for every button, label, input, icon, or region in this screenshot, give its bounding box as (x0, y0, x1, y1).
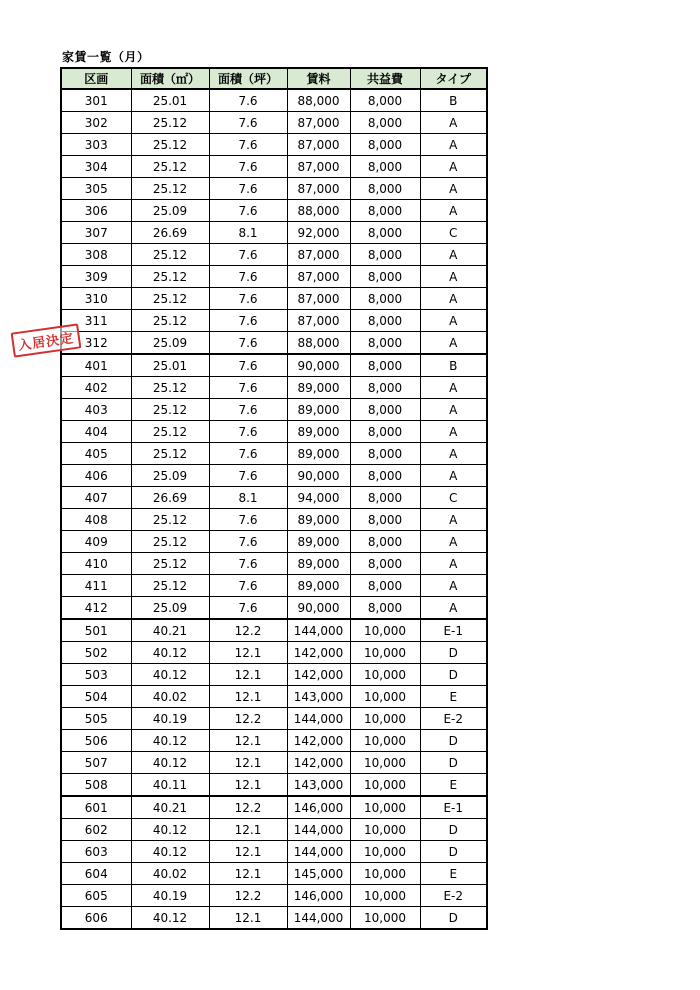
cell-area-sqm: 25.09 (131, 332, 209, 355)
cell-common-fee: 8,000 (350, 156, 420, 178)
table-row (61, 288, 487, 310)
cell-common-fee: 8,000 (350, 531, 420, 553)
cell-type: D (420, 752, 487, 774)
cell-rent: 89,000 (287, 443, 350, 465)
cell-type: A (420, 200, 487, 222)
cell-area-sqm: 40.12 (131, 752, 209, 774)
cell-type: A (420, 509, 487, 531)
cell-common-fee: 8,000 (350, 89, 420, 112)
cell-unit: 602 (61, 819, 131, 841)
cell-common-fee: 8,000 (350, 553, 420, 575)
cell-rent: 142,000 (287, 730, 350, 752)
cell-rent: 146,000 (287, 885, 350, 907)
cell-type: A (420, 597, 487, 620)
cell-rent: 145,000 (287, 863, 350, 885)
table-row (61, 686, 487, 708)
cell-rent: 143,000 (287, 686, 350, 708)
column-header-unit: 区画 (61, 68, 131, 89)
cell-common-fee: 10,000 (350, 907, 420, 930)
table-row (61, 885, 487, 907)
cell-rent: 88,000 (287, 89, 350, 112)
cell-common-fee: 10,000 (350, 730, 420, 752)
cell-rent: 87,000 (287, 266, 350, 288)
cell-rent: 87,000 (287, 310, 350, 332)
cell-type: D (420, 664, 487, 686)
cell-unit: 411 (61, 575, 131, 597)
cell-unit: 306 (61, 200, 131, 222)
cell-type: A (420, 134, 487, 156)
cell-common-fee: 8,000 (350, 222, 420, 244)
cell-rent: 89,000 (287, 531, 350, 553)
cell-area-tsubo: 7.6 (209, 377, 287, 399)
cell-area-sqm: 25.12 (131, 531, 209, 553)
table-row (61, 465, 487, 487)
cell-unit: 507 (61, 752, 131, 774)
cell-area-sqm: 40.12 (131, 819, 209, 841)
table-row (61, 112, 487, 134)
cell-area-sqm: 25.12 (131, 377, 209, 399)
cell-type: A (420, 266, 487, 288)
cell-unit: 305 (61, 178, 131, 200)
cell-unit: 504 (61, 686, 131, 708)
cell-common-fee: 8,000 (350, 200, 420, 222)
cell-rent: 90,000 (287, 597, 350, 620)
cell-type: C (420, 487, 487, 509)
cell-area-tsubo: 7.6 (209, 134, 287, 156)
cell-unit: 311 (61, 310, 131, 332)
table-row (61, 399, 487, 421)
cell-unit: 501 (61, 619, 131, 642)
cell-unit: 405 (61, 443, 131, 465)
cell-area-sqm: 40.21 (131, 796, 209, 819)
cell-rent: 92,000 (287, 222, 350, 244)
column-header-common-fee: 共益費 (350, 68, 420, 89)
cell-rent: 87,000 (287, 134, 350, 156)
cell-common-fee: 8,000 (350, 399, 420, 421)
cell-type: D (420, 642, 487, 664)
cell-area-sqm: 40.12 (131, 841, 209, 863)
cell-area-sqm: 40.12 (131, 664, 209, 686)
cell-area-sqm: 25.12 (131, 443, 209, 465)
cell-unit: 603 (61, 841, 131, 863)
cell-unit: 307 (61, 222, 131, 244)
cell-area-tsubo: 7.6 (209, 112, 287, 134)
cell-common-fee: 8,000 (350, 288, 420, 310)
cell-unit: 401 (61, 354, 131, 377)
cell-area-sqm: 25.12 (131, 134, 209, 156)
table-row (61, 509, 487, 531)
table-row (61, 310, 487, 332)
cell-area-sqm: 25.12 (131, 553, 209, 575)
cell-area-tsubo: 12.2 (209, 619, 287, 642)
cell-rent: 89,000 (287, 553, 350, 575)
cell-common-fee: 8,000 (350, 465, 420, 487)
cell-rent: 87,000 (287, 112, 350, 134)
cell-area-sqm: 40.12 (131, 907, 209, 930)
column-header-area-sqm: 面積（㎡） (131, 68, 209, 89)
cell-area-sqm: 25.12 (131, 509, 209, 531)
cell-area-tsubo: 7.6 (209, 310, 287, 332)
cell-unit: 503 (61, 664, 131, 686)
cell-area-tsubo: 12.1 (209, 686, 287, 708)
cell-rent: 87,000 (287, 244, 350, 266)
cell-unit: 604 (61, 863, 131, 885)
cell-area-tsubo: 7.6 (209, 553, 287, 575)
cell-common-fee: 8,000 (350, 134, 420, 156)
cell-type: A (420, 288, 487, 310)
cell-area-sqm: 25.12 (131, 575, 209, 597)
cell-area-sqm: 25.12 (131, 310, 209, 332)
cell-unit: 402 (61, 377, 131, 399)
table-row (61, 354, 487, 377)
table-row (61, 332, 487, 355)
table-row (61, 487, 487, 509)
cell-rent: 87,000 (287, 178, 350, 200)
cell-common-fee: 10,000 (350, 642, 420, 664)
cell-area-tsubo: 7.6 (209, 399, 287, 421)
cell-type: E-1 (420, 796, 487, 819)
cell-area-tsubo: 12.1 (209, 774, 287, 797)
cell-area-tsubo: 7.6 (209, 200, 287, 222)
cell-common-fee: 8,000 (350, 310, 420, 332)
cell-area-sqm: 25.12 (131, 288, 209, 310)
table-row (61, 421, 487, 443)
table-row (61, 796, 487, 819)
cell-rent: 89,000 (287, 399, 350, 421)
cell-common-fee: 10,000 (350, 796, 420, 819)
cell-area-tsubo: 7.6 (209, 531, 287, 553)
cell-area-tsubo: 12.1 (209, 664, 287, 686)
table-row (61, 841, 487, 863)
cell-unit: 310 (61, 288, 131, 310)
cell-type: A (420, 332, 487, 355)
cell-common-fee: 8,000 (350, 178, 420, 200)
cell-area-tsubo: 12.2 (209, 796, 287, 819)
cell-rent: 144,000 (287, 841, 350, 863)
cell-area-sqm: 40.02 (131, 863, 209, 885)
table-header-row (61, 68, 487, 89)
table-row (61, 819, 487, 841)
column-header-rent: 賃料 (287, 68, 350, 89)
cell-rent: 90,000 (287, 354, 350, 377)
cell-area-tsubo: 7.6 (209, 156, 287, 178)
cell-rent: 146,000 (287, 796, 350, 819)
table-row (61, 774, 487, 797)
table-row (61, 266, 487, 288)
cell-unit: 308 (61, 244, 131, 266)
cell-type: B (420, 89, 487, 112)
cell-rent: 143,000 (287, 774, 350, 797)
cell-type: A (420, 310, 487, 332)
cell-type: A (420, 244, 487, 266)
cell-type: E (420, 686, 487, 708)
cell-type: A (420, 531, 487, 553)
cell-type: A (420, 399, 487, 421)
cell-type: D (420, 819, 487, 841)
cell-type: A (420, 553, 487, 575)
cell-type: A (420, 377, 487, 399)
cell-rent: 89,000 (287, 377, 350, 399)
cell-area-tsubo: 7.6 (209, 288, 287, 310)
table-row (61, 178, 487, 200)
cell-area-sqm: 40.12 (131, 730, 209, 752)
cell-area-sqm: 25.12 (131, 421, 209, 443)
cell-area-tsubo: 7.6 (209, 89, 287, 112)
cell-area-sqm: 25.12 (131, 156, 209, 178)
cell-rent: 144,000 (287, 907, 350, 930)
cell-unit: 410 (61, 553, 131, 575)
cell-area-sqm: 40.19 (131, 708, 209, 730)
cell-unit: 505 (61, 708, 131, 730)
cell-rent: 88,000 (287, 200, 350, 222)
cell-unit: 301 (61, 89, 131, 112)
cell-area-sqm: 26.69 (131, 222, 209, 244)
cell-rent: 144,000 (287, 708, 350, 730)
cell-area-sqm: 25.12 (131, 399, 209, 421)
cell-common-fee: 8,000 (350, 266, 420, 288)
cell-common-fee: 8,000 (350, 487, 420, 509)
cell-unit: 508 (61, 774, 131, 797)
table-row (61, 553, 487, 575)
cell-rent: 142,000 (287, 642, 350, 664)
cell-type: A (420, 465, 487, 487)
cell-area-tsubo: 7.6 (209, 509, 287, 531)
cell-area-sqm: 40.12 (131, 642, 209, 664)
cell-area-tsubo: 12.1 (209, 730, 287, 752)
table-row (61, 156, 487, 178)
cell-unit: 506 (61, 730, 131, 752)
cell-common-fee: 8,000 (350, 443, 420, 465)
cell-common-fee: 8,000 (350, 244, 420, 266)
cell-type: E-1 (420, 619, 487, 642)
cell-area-sqm: 40.21 (131, 619, 209, 642)
cell-area-tsubo: 7.6 (209, 465, 287, 487)
cell-area-tsubo: 12.1 (209, 819, 287, 841)
cell-unit: 407 (61, 487, 131, 509)
cell-area-tsubo: 8.1 (209, 222, 287, 244)
column-header-type: タイプ (420, 68, 487, 89)
table-row (61, 730, 487, 752)
cell-area-sqm: 25.12 (131, 178, 209, 200)
table-row (61, 575, 487, 597)
cell-area-sqm: 25.09 (131, 465, 209, 487)
table-row (61, 642, 487, 664)
cell-rent: 94,000 (287, 487, 350, 509)
cell-type: B (420, 354, 487, 377)
cell-area-tsubo: 7.6 (209, 575, 287, 597)
column-header-area-tsubo: 面積（坪） (209, 68, 287, 89)
cell-rent: 142,000 (287, 664, 350, 686)
cell-common-fee: 10,000 (350, 819, 420, 841)
cell-unit: 606 (61, 907, 131, 930)
cell-unit: 403 (61, 399, 131, 421)
cell-area-sqm: 40.19 (131, 885, 209, 907)
cell-type: D (420, 907, 487, 930)
table-row (61, 863, 487, 885)
cell-area-tsubo: 7.6 (209, 354, 287, 377)
cell-type: A (420, 156, 487, 178)
cell-unit: 409 (61, 531, 131, 553)
cell-area-sqm: 40.02 (131, 686, 209, 708)
table-row (61, 200, 487, 222)
cell-area-tsubo: 7.6 (209, 597, 287, 620)
table-row (61, 752, 487, 774)
cell-common-fee: 10,000 (350, 752, 420, 774)
cell-unit: 605 (61, 885, 131, 907)
cell-rent: 142,000 (287, 752, 350, 774)
table-row (61, 134, 487, 156)
cell-common-fee: 8,000 (350, 421, 420, 443)
cell-unit: 404 (61, 421, 131, 443)
cell-common-fee: 8,000 (350, 377, 420, 399)
cell-unit: 304 (61, 156, 131, 178)
table-row (61, 443, 487, 465)
cell-rent: 89,000 (287, 509, 350, 531)
cell-area-tsubo: 7.6 (209, 332, 287, 355)
cell-common-fee: 8,000 (350, 575, 420, 597)
cell-type: E (420, 863, 487, 885)
table-row (61, 377, 487, 399)
cell-common-fee: 8,000 (350, 597, 420, 620)
table-row (61, 708, 487, 730)
cell-type: E-2 (420, 708, 487, 730)
cell-type: C (420, 222, 487, 244)
table-row (61, 664, 487, 686)
cell-area-sqm: 25.01 (131, 354, 209, 377)
cell-rent: 87,000 (287, 288, 350, 310)
cell-common-fee: 10,000 (350, 708, 420, 730)
cell-unit: 303 (61, 134, 131, 156)
cell-common-fee: 10,000 (350, 774, 420, 797)
cell-area-tsubo: 7.6 (209, 178, 287, 200)
cell-area-sqm: 25.12 (131, 266, 209, 288)
cell-area-sqm: 25.12 (131, 244, 209, 266)
cell-area-sqm: 26.69 (131, 487, 209, 509)
cell-area-tsubo: 7.6 (209, 443, 287, 465)
cell-common-fee: 10,000 (350, 885, 420, 907)
cell-common-fee: 8,000 (350, 112, 420, 134)
cell-type: D (420, 730, 487, 752)
cell-common-fee: 10,000 (350, 841, 420, 863)
cell-area-tsubo: 8.1 (209, 487, 287, 509)
cell-unit: 412 (61, 597, 131, 620)
cell-area-tsubo: 12.1 (209, 863, 287, 885)
cell-rent: 89,000 (287, 575, 350, 597)
cell-area-tsubo: 12.1 (209, 841, 287, 863)
cell-type: A (420, 112, 487, 134)
cell-unit: 302 (61, 112, 131, 134)
cell-rent: 87,000 (287, 156, 350, 178)
cell-area-tsubo: 7.6 (209, 244, 287, 266)
cell-area-tsubo: 12.1 (209, 907, 287, 930)
cell-area-sqm: 25.09 (131, 597, 209, 620)
cell-type: A (420, 421, 487, 443)
cell-common-fee: 10,000 (350, 664, 420, 686)
occupied-stamp: 入居決定 (11, 323, 82, 357)
table-row (61, 222, 487, 244)
cell-area-sqm: 25.01 (131, 89, 209, 112)
table-row (61, 244, 487, 266)
cell-area-tsubo: 12.1 (209, 752, 287, 774)
cell-common-fee: 8,000 (350, 509, 420, 531)
cell-type: A (420, 443, 487, 465)
cell-area-tsubo: 7.6 (209, 266, 287, 288)
table-row (61, 907, 487, 930)
cell-type: A (420, 178, 487, 200)
cell-unit: 309 (61, 266, 131, 288)
cell-area-sqm: 25.09 (131, 200, 209, 222)
rent-table (60, 67, 488, 930)
cell-type: E-2 (420, 885, 487, 907)
cell-rent: 144,000 (287, 619, 350, 642)
cell-type: E (420, 774, 487, 797)
cell-unit: 406 (61, 465, 131, 487)
cell-common-fee: 8,000 (350, 354, 420, 377)
cell-common-fee: 10,000 (350, 686, 420, 708)
cell-type: D (420, 841, 487, 863)
cell-unit: 601 (61, 796, 131, 819)
page-title: 家賃一覧（月） (62, 50, 150, 64)
cell-unit: 502 (61, 642, 131, 664)
cell-rent: 89,000 (287, 421, 350, 443)
cell-unit: 408 (61, 509, 131, 531)
cell-rent: 144,000 (287, 819, 350, 841)
cell-unit: 312 (61, 332, 131, 355)
table-row (61, 89, 487, 112)
table-row (61, 597, 487, 620)
cell-rent: 90,000 (287, 465, 350, 487)
table-row (61, 619, 487, 642)
table-row (61, 531, 487, 553)
cell-area-sqm: 40.11 (131, 774, 209, 797)
cell-rent: 88,000 (287, 332, 350, 355)
cell-area-tsubo: 12.2 (209, 885, 287, 907)
cell-common-fee: 10,000 (350, 863, 420, 885)
cell-common-fee: 10,000 (350, 619, 420, 642)
cell-area-tsubo: 12.2 (209, 708, 287, 730)
cell-type: A (420, 575, 487, 597)
cell-area-tsubo: 12.1 (209, 642, 287, 664)
cell-area-tsubo: 7.6 (209, 421, 287, 443)
cell-area-sqm: 25.12 (131, 112, 209, 134)
table-body (61, 89, 487, 929)
cell-common-fee: 8,000 (350, 332, 420, 355)
